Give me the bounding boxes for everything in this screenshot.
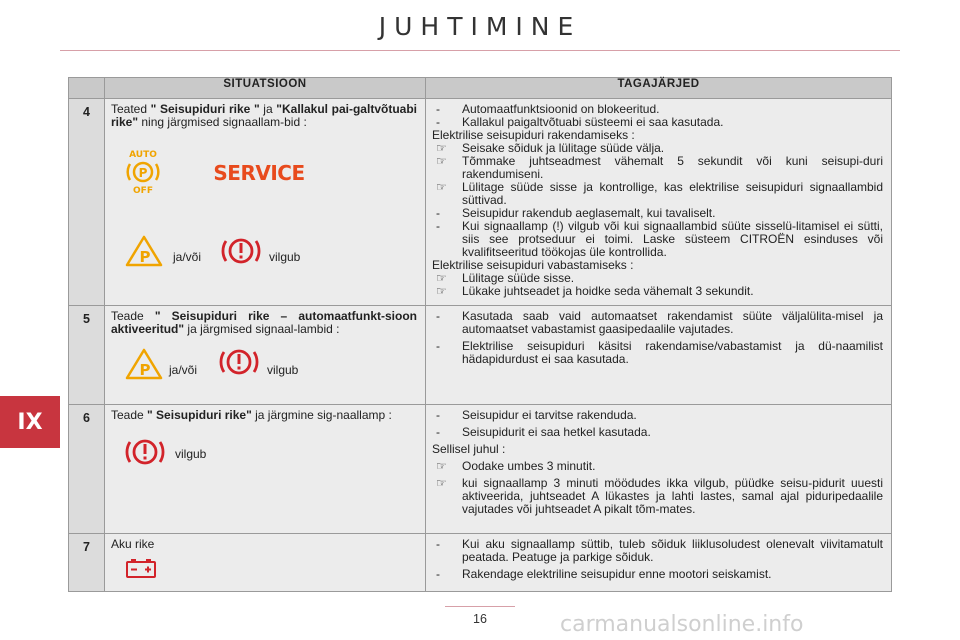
battery-icon [125, 557, 157, 579]
situation-text: Teade " Seisupiduri rike" ja järgmine sig-naallamp : [111, 408, 392, 422]
header-consequences: TAGAJÄRJED [426, 78, 892, 99]
svg-text:P: P [139, 361, 151, 379]
list-item: - Kallakul paigaltvõtuabi süsteemi ei saa kasutada. [436, 115, 724, 129]
list-item: - Seisupidur rakendub aeglasemalt, kui tavaliselt. [436, 206, 716, 220]
list-item: - Automaatfunktsioonid on blokeeritud. [436, 102, 660, 116]
svg-text:SERVICE: SERVICE [213, 161, 305, 185]
situation-text: Teated " Seisupiduri rike " ja "Kallakul pai-galtvõtuabi rike" ning järgmised signaallam-bid : [111, 102, 417, 129]
table-row [69, 534, 892, 592]
warnings-table [68, 77, 892, 592]
page-number: 16 [473, 612, 487, 626]
list-item: ☞ Lülitage süüde sisse. [436, 271, 575, 285]
blink-label: vilgub [267, 363, 299, 377]
situation-cell [105, 405, 426, 534]
situation-cell [105, 99, 426, 306]
row-number: 6 [69, 405, 105, 534]
table-row [69, 405, 892, 534]
situation-cell [105, 534, 426, 592]
brake-fault-icon [123, 434, 167, 470]
row-number: 7 [69, 534, 105, 592]
list-item: ☞ Lükake juhtseadet ja hoidke seda vähemalt 3 sekundit. [436, 284, 754, 298]
header-situation: SITUATSIOON [105, 78, 426, 99]
list-item: - Seisupidurit ei saa hetkel kasutada. [436, 425, 651, 439]
svg-text:P: P [139, 248, 151, 266]
list-item: ☞ Lülitage süüde sisse ja kontrollige, kas elektrilise seisupiduri signaallambid süttivad. [436, 180, 883, 207]
parking-brake-warning-icon [125, 348, 163, 380]
list-item: - Kui signaallamp (!) vilgub või kui signaallambid süüte sisselü-litamisel ei sütti, siis see protseduur ei toimi. Laske süsteem CITROËN esinduses või kvalifitseeritud töökojas üle kontrollida. [436, 219, 883, 259]
list-item: - Kasutada saab vaid automaatset rakendamist süüte väljalülita-misel ja automaatset vabastamist gaasipedaalile vajutades. [436, 309, 883, 336]
situation-cell [105, 306, 426, 405]
consequences-cell [426, 99, 892, 306]
watermark: carmanualsonline.info [560, 612, 804, 637]
brake-fault-icon [217, 344, 261, 380]
parking-brake-warning-icon [125, 235, 163, 267]
consequences-cell [426, 405, 892, 534]
or-label: ja/või [169, 363, 198, 377]
auto-parking-brake-icon [121, 147, 165, 195]
list-heading: Elektrilise seisupiduri rakendamiseks : [432, 128, 635, 142]
svg-text:P: P [138, 166, 148, 180]
situation-text: Teade " Seisupiduri rike – automaatfunkt-sioon aktiveeritud" ja järgmised signaal-lambid : [111, 309, 417, 336]
row-number: 4 [69, 99, 105, 306]
brake-fault-icon [219, 233, 263, 269]
consequences-cell [426, 306, 892, 405]
list-item: ☞ Oodake umbes 3 minutit. [436, 459, 596, 473]
row-number: 5 [69, 306, 105, 405]
blink-label: vilgub [269, 250, 301, 264]
list-item: ☞ Tõmmake juhtseadmest vähemalt 5 sekundit või kuni seisupi-duri rakendumiseni. [436, 154, 883, 181]
list-item: ☞ kui signaallamp 3 minuti möödudes ikka vilgub, püüdke seisu-pidurit uuesti aktiveerida, juhtseadet A lükastes ja lahti lastes, samal ajal piduripedaalile vajutades või juhtseadet A pikalt tõm-mates. [436, 476, 883, 516]
svg-text:AUTO: AUTO [129, 150, 157, 160]
list-item: ☞ Seisake sõiduk ja lülitage süüde välja. [436, 141, 665, 155]
list-heading: Elektrilise seisupiduri vabastamiseks : [432, 258, 634, 272]
header-num-cell [69, 78, 105, 99]
list-item: - Kui aku signaallamp süttib, tuleb sõiduk liiklusoludest olenevalt viivitamatult peatada. Peatuge ja parkige sõiduk. [436, 537, 883, 564]
list-item: - Rakendage elektriline seisupidur enne mootori seiskamist. [436, 567, 772, 581]
page-title: JUHTIMINE [378, 12, 582, 41]
list-item: - Seisupidur ei tarvitse rakenduda. [436, 408, 637, 422]
table-row [69, 306, 892, 405]
situation-text: Aku rike [111, 537, 155, 551]
table-header-row [69, 78, 892, 99]
list-item: - Elektrilise seisupiduri käsitsi rakendamise/vabastamist ja dü-naamilist hädapidurdust ei saa kasutada. [436, 339, 883, 366]
blink-label: vilgub [175, 447, 207, 461]
list-heading: Sellisel juhul : [432, 442, 506, 456]
footer-divider [445, 606, 515, 607]
service-icon [213, 159, 305, 185]
chapter-tab[interactable]: IX [0, 396, 60, 448]
table-row [69, 99, 892, 306]
svg-text:OFF: OFF [133, 186, 153, 196]
or-label: ja/või [173, 250, 202, 264]
title-divider [60, 50, 900, 51]
consequences-cell [426, 534, 892, 592]
